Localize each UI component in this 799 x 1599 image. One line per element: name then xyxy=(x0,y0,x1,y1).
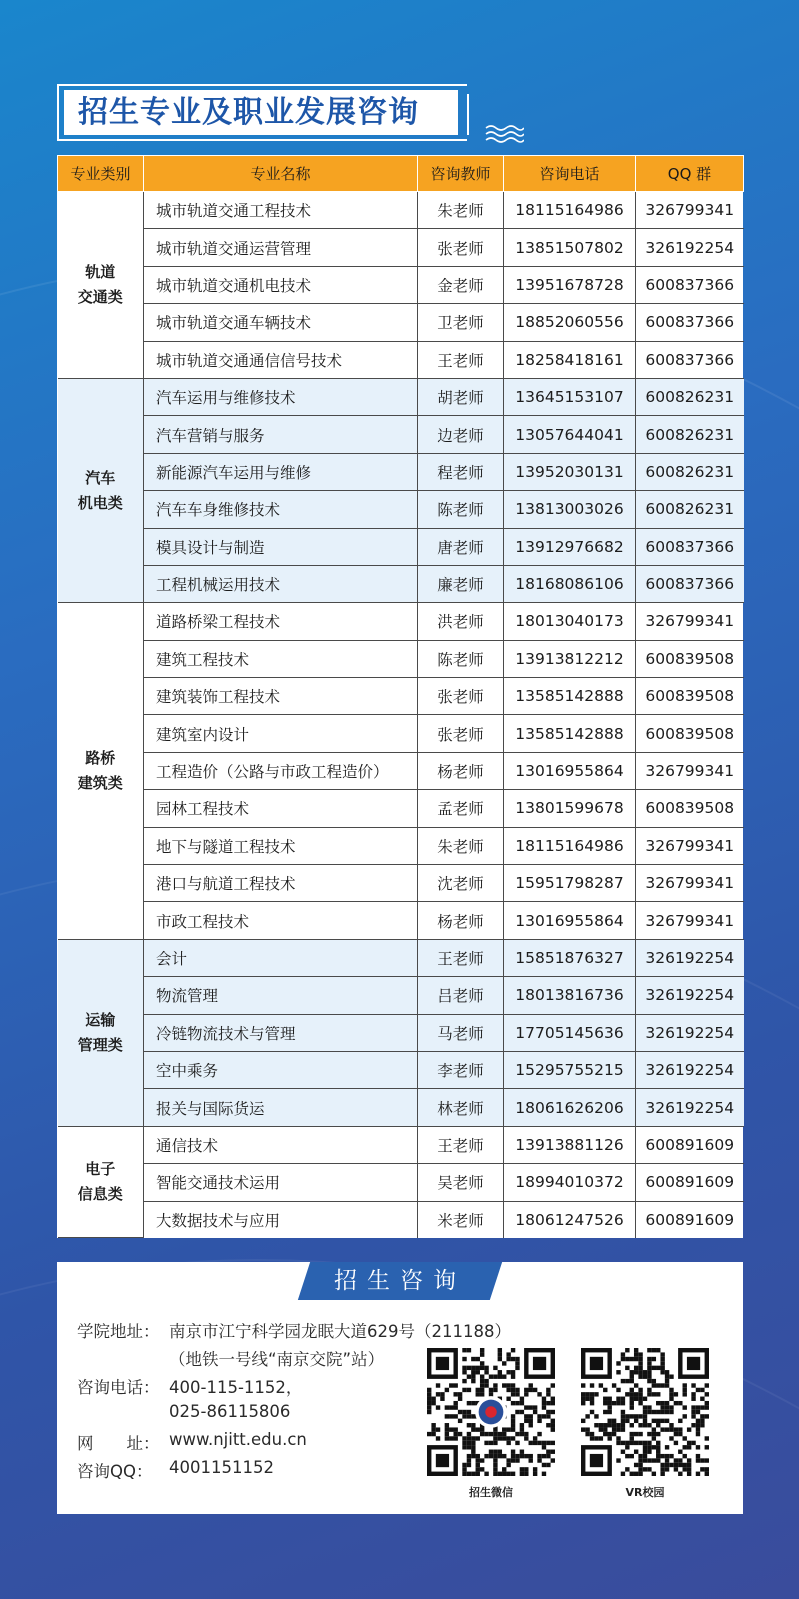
table-row xyxy=(58,1201,744,1238)
teacher-cell: 张老师 xyxy=(418,715,504,752)
phone-cell: 18061626206 xyxy=(504,1089,636,1126)
header-qq: QQ 群 xyxy=(636,156,744,192)
teacher-cell: 金老师 xyxy=(418,266,504,303)
phone-cell: 18013816736 xyxy=(504,977,636,1014)
table-row xyxy=(58,192,744,229)
teacher-cell: 王老师 xyxy=(418,939,504,976)
major-cell: 物流管理 xyxy=(144,977,418,1014)
qq-cell: 600837366 xyxy=(636,341,744,378)
major-cell: 市政工程技术 xyxy=(144,902,418,939)
teacher-cell: 杨老师 xyxy=(418,902,504,939)
major-cell: 模具设计与制造 xyxy=(144,528,418,565)
major-cell: 园林工程技术 xyxy=(144,790,418,827)
table-row xyxy=(58,341,744,378)
table-row xyxy=(58,603,744,640)
major-cell: 建筑装饰工程技术 xyxy=(144,678,418,715)
phone-cell: 15851876327 xyxy=(504,939,636,976)
phone-cell: 13016955864 xyxy=(504,752,636,789)
wave-icon xyxy=(484,124,524,144)
major-cell: 汽车车身维修技术 xyxy=(144,491,418,528)
teacher-cell: 王老师 xyxy=(418,1126,504,1163)
qq-cell: 326192254 xyxy=(636,229,744,266)
category-cell: 路桥 建筑类 xyxy=(58,603,144,940)
teacher-cell: 张老师 xyxy=(418,229,504,266)
qq-cell: 600837366 xyxy=(636,565,744,602)
qq-cell: 600826231 xyxy=(636,378,744,415)
teacher-cell: 沈老师 xyxy=(418,865,504,902)
table-row xyxy=(58,1089,744,1126)
qq-cell: 600837366 xyxy=(636,304,744,341)
category-cell: 轨道 交通类 xyxy=(58,192,144,379)
table-row xyxy=(58,902,744,939)
qq-cell: 326192254 xyxy=(636,1089,744,1126)
qq-cell: 326192254 xyxy=(636,977,744,1014)
qq-cell: 326799341 xyxy=(636,192,744,229)
qq-cell: 600839508 xyxy=(636,640,744,677)
phone-cell: 13016955864 xyxy=(504,902,636,939)
major-cell: 汽车运用与维修技术 xyxy=(144,378,418,415)
qq-label: 咨询QQ： xyxy=(77,1462,153,1481)
table-row xyxy=(58,304,744,341)
teacher-cell: 马老师 xyxy=(418,1014,504,1051)
table-row xyxy=(58,977,744,1014)
website-label: 网 址： xyxy=(77,1434,160,1453)
teacher-cell: 王老师 xyxy=(418,341,504,378)
teacher-cell: 李老师 xyxy=(418,1051,504,1088)
qq-cell: 326799341 xyxy=(636,865,744,902)
phone-cell: 15295755215 xyxy=(504,1051,636,1088)
wechat-qr-code-icon[interactable] xyxy=(427,1348,555,1476)
phone-cell: 13585142888 xyxy=(504,715,636,752)
qq-cell: 600839508 xyxy=(636,715,744,752)
major-cell: 智能交通技术运用 xyxy=(144,1164,418,1201)
major-cell: 城市轨道交通通信信号技术 xyxy=(144,341,418,378)
table-row xyxy=(58,528,744,565)
major-cell: 冷链物流技术与管理 xyxy=(144,1014,418,1051)
phone-value-2: 025-86115806 xyxy=(169,1402,291,1421)
major-cell: 城市轨道交通运营管理 xyxy=(144,229,418,266)
teacher-cell: 陈老师 xyxy=(418,491,504,528)
major-cell: 新能源汽车运用与维修 xyxy=(144,453,418,490)
qq-cell: 600826231 xyxy=(636,453,744,490)
phone-cell: 18852060556 xyxy=(504,304,636,341)
qq-cell: 600837366 xyxy=(636,528,744,565)
website-row xyxy=(77,1430,307,1454)
qq-cell: 600839508 xyxy=(636,678,744,715)
qq-cell: 326192254 xyxy=(636,939,744,976)
major-cell: 城市轨道交通工程技术 xyxy=(144,192,418,229)
teacher-cell: 孟老师 xyxy=(418,790,504,827)
wechat-qr-label: 招生微信 xyxy=(469,1486,513,1499)
category-cell: 汽车 机电类 xyxy=(58,378,144,602)
major-cell: 会计 xyxy=(144,939,418,976)
major-cell: 大数据技术与应用 xyxy=(144,1201,418,1238)
phone-cell: 17705145636 xyxy=(504,1014,636,1051)
qq-value: 4001151152 xyxy=(169,1458,274,1477)
header-major: 专业名称 xyxy=(144,156,418,192)
qq-cell: 326799341 xyxy=(636,827,744,864)
table-row xyxy=(58,416,744,453)
phone-cell: 18013040173 xyxy=(504,603,636,640)
table-row xyxy=(58,378,744,415)
phone-cell: 18061247526 xyxy=(504,1201,636,1238)
qq-cell: 600839508 xyxy=(636,790,744,827)
phone-cell: 13585142888 xyxy=(504,678,636,715)
phone-cell: 13851507802 xyxy=(504,229,636,266)
phone-row xyxy=(77,1374,303,1398)
major-cell: 港口与航道工程技术 xyxy=(144,865,418,902)
address-label: 学院地址： xyxy=(77,1322,160,1341)
qq-cell: 326192254 xyxy=(636,1014,744,1051)
teacher-cell: 林老师 xyxy=(418,1089,504,1126)
teacher-cell: 张老师 xyxy=(418,678,504,715)
major-cell: 工程机械运用技术 xyxy=(144,565,418,602)
table-row xyxy=(58,790,744,827)
major-cell: 通信技术 xyxy=(144,1126,418,1163)
table-header-row xyxy=(58,156,744,192)
phone-value-1: 400-115-1152， xyxy=(169,1378,303,1397)
phone-cell: 18258418161 xyxy=(504,341,636,378)
table-row xyxy=(58,491,744,528)
qq-cell: 326799341 xyxy=(636,603,744,640)
table-row xyxy=(58,865,744,902)
table-row xyxy=(58,640,744,677)
phone-cell: 13645153107 xyxy=(504,378,636,415)
phone-cell: 15951798287 xyxy=(504,865,636,902)
majors-table xyxy=(57,155,743,1238)
vr-campus-qr-label: VR校园 xyxy=(625,1486,665,1499)
teacher-cell: 米老师 xyxy=(418,1201,504,1238)
major-cell: 报关与国际货运 xyxy=(144,1089,418,1126)
page-title: 招生专业及职业发展咨询 xyxy=(64,90,458,135)
qq-cell: 600837366 xyxy=(636,266,744,303)
contact-banner-title: 招生咨询 xyxy=(334,1268,466,1294)
category-cell: 电子 信息类 xyxy=(58,1126,144,1238)
phone-cell: 18168086106 xyxy=(504,565,636,602)
teacher-cell: 朱老师 xyxy=(418,827,504,864)
teacher-cell: 吕老师 xyxy=(418,977,504,1014)
table-row xyxy=(58,1126,744,1163)
phone-cell: 13813003026 xyxy=(504,491,636,528)
header-phone: 咨询电话 xyxy=(504,156,636,192)
major-cell: 工程造价（公路与市政工程造价） xyxy=(144,752,418,789)
teacher-cell: 唐老师 xyxy=(418,528,504,565)
category-cell: 运输 管理类 xyxy=(58,939,144,1126)
major-cell: 汽车营销与服务 xyxy=(144,416,418,453)
qq-cell: 600826231 xyxy=(636,416,744,453)
qq-cell: 326799341 xyxy=(636,752,744,789)
address-row xyxy=(77,1318,511,1342)
major-cell: 城市轨道交通机电技术 xyxy=(144,266,418,303)
table-row xyxy=(58,453,744,490)
teacher-cell: 杨老师 xyxy=(418,752,504,789)
phone-cell: 13952030131 xyxy=(504,453,636,490)
table-row xyxy=(58,1014,744,1051)
phone-cell: 18115164986 xyxy=(504,192,636,229)
table-row xyxy=(58,565,744,602)
teacher-cell: 胡老师 xyxy=(418,378,504,415)
address-value: 南京市江宁科学园龙眠大道629号（211188） xyxy=(169,1322,511,1341)
header-teacher: 咨询教师 xyxy=(418,156,504,192)
table-row xyxy=(58,229,744,266)
teacher-cell: 边老师 xyxy=(418,416,504,453)
table-row xyxy=(58,939,744,976)
phone-label: 咨询电话： xyxy=(77,1378,160,1397)
phone-cell: 18115164986 xyxy=(504,827,636,864)
teacher-cell: 卫老师 xyxy=(418,304,504,341)
major-cell: 建筑室内设计 xyxy=(144,715,418,752)
major-cell: 空中乘务 xyxy=(144,1051,418,1088)
qq-cell: 600891609 xyxy=(636,1126,744,1163)
phone-cell: 18994010372 xyxy=(504,1164,636,1201)
phone-cell: 13913812212 xyxy=(504,640,636,677)
phone-cell: 13913881126 xyxy=(504,1126,636,1163)
table-row xyxy=(58,266,744,303)
vr-campus-qr-code-icon[interactable] xyxy=(581,1348,709,1476)
table-row xyxy=(58,752,744,789)
table-row xyxy=(58,715,744,752)
table-row xyxy=(58,827,744,864)
qq-cell: 326799341 xyxy=(636,902,744,939)
qq-cell: 600891609 xyxy=(636,1164,744,1201)
major-cell: 道路桥梁工程技术 xyxy=(144,603,418,640)
qq-row xyxy=(77,1458,274,1482)
teacher-cell: 吴老师 xyxy=(418,1164,504,1201)
qq-cell: 326192254 xyxy=(636,1051,744,1088)
major-cell: 地下与隧道工程技术 xyxy=(144,827,418,864)
teacher-cell: 程老师 xyxy=(418,453,504,490)
qq-cell: 600891609 xyxy=(636,1201,744,1238)
address-note: （地铁一号线“南京交院”站） xyxy=(169,1350,385,1369)
phone-cell: 13057644041 xyxy=(504,416,636,453)
teacher-cell: 廉老师 xyxy=(418,565,504,602)
qq-cell: 600826231 xyxy=(636,491,744,528)
phone-cell: 13951678728 xyxy=(504,266,636,303)
phone-cell: 13801599678 xyxy=(504,790,636,827)
table-row xyxy=(58,1164,744,1201)
contact-card xyxy=(57,1262,743,1514)
teacher-cell: 洪老师 xyxy=(418,603,504,640)
major-cell: 建筑工程技术 xyxy=(144,640,418,677)
table-row xyxy=(58,1051,744,1088)
header-category: 专业类别 xyxy=(58,156,144,192)
major-cell: 城市轨道交通车辆技术 xyxy=(144,304,418,341)
teacher-cell: 陈老师 xyxy=(418,640,504,677)
table-row xyxy=(58,678,744,715)
website-link[interactable]: www.njitt.edu.cn xyxy=(169,1430,307,1449)
phone-cell: 13912976682 xyxy=(504,528,636,565)
teacher-cell: 朱老师 xyxy=(418,192,504,229)
